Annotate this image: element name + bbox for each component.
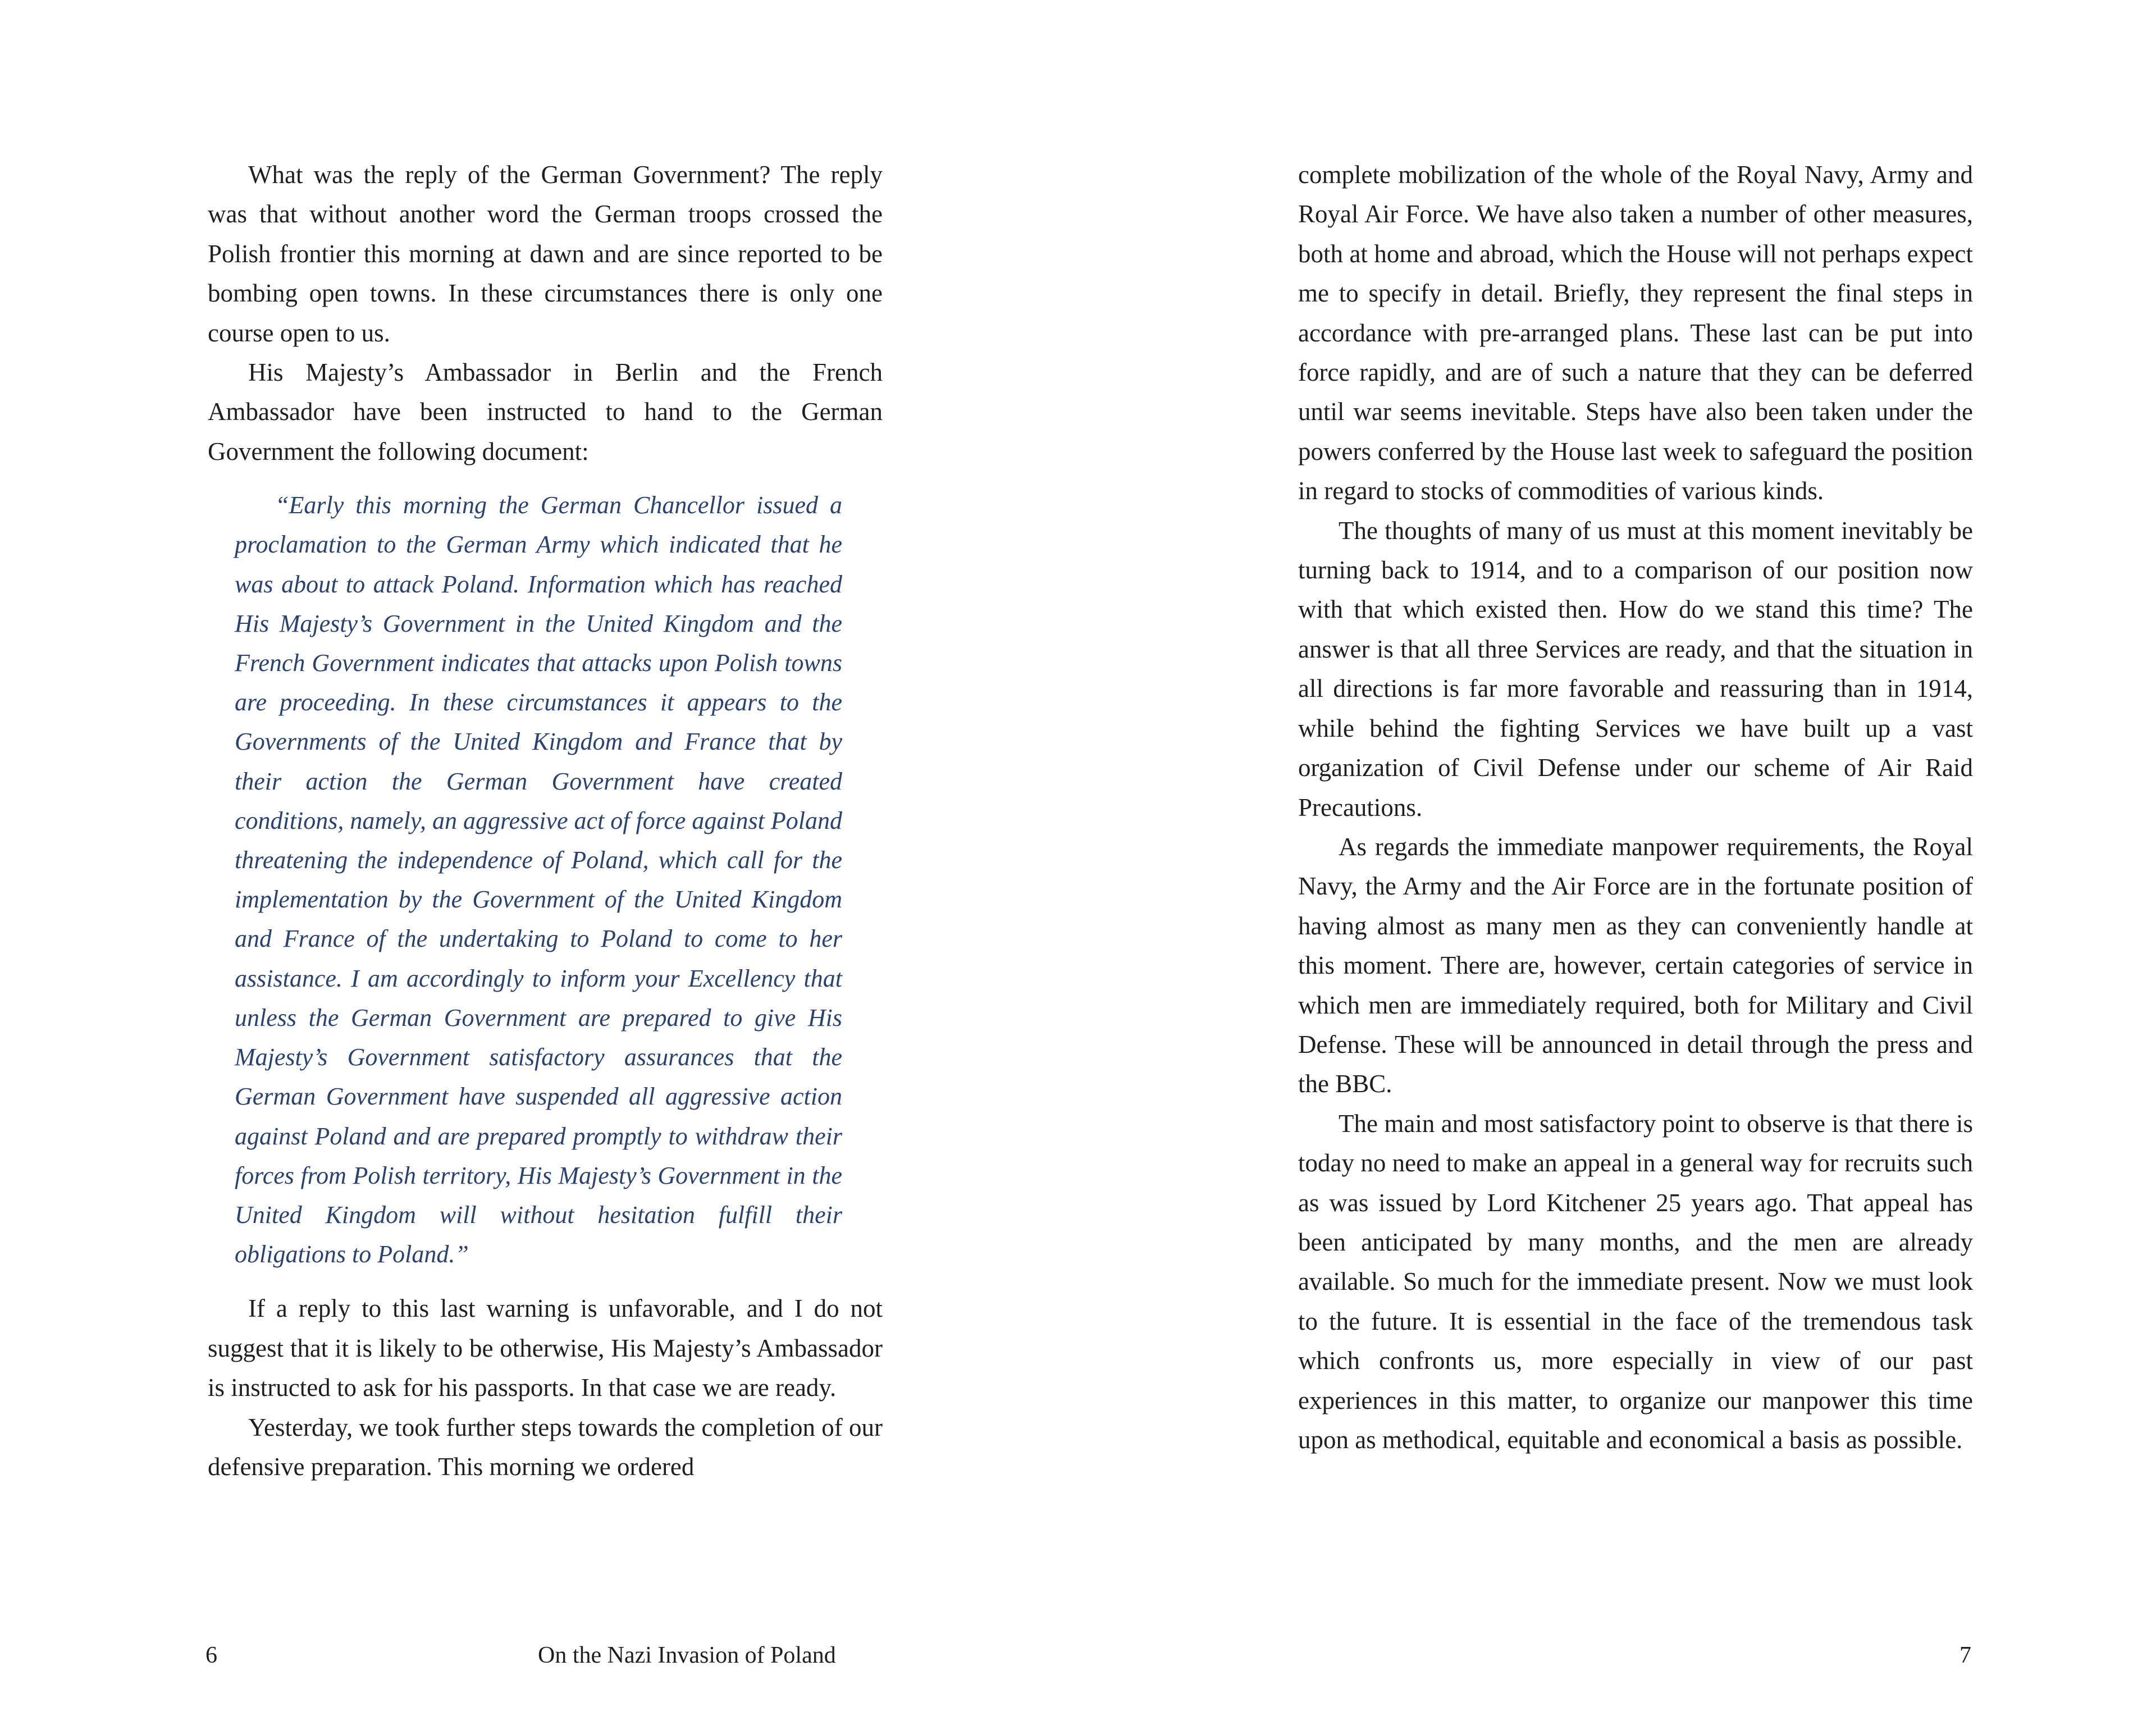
body-paragraph: If a reply to this last warning is unfavorable, and I do not suggest that it is likely to be otherwise, His Majesty’s Ambassador is instructed to ask for his passports. In that case we are ready. <box>208 1294 883 1402</box>
running-title: On the Nazi Invasion of Poland <box>538 1642 836 1668</box>
page-number-left: 6 <box>205 1642 217 1668</box>
right-page <box>1078 0 2156 1725</box>
body-paragraph: What was the reply of the German Government? The reply was that without another word the German troops crossed the Polish frontier this morning at dawn and are since reported to be bombing open towns. In these circumstances there is only one course open to us. <box>208 161 883 347</box>
body-paragraph: Yesterday, we took further steps towards the completion of our defensive preparation. This morning we ordered <box>208 1413 883 1481</box>
body-paragraph: His Majesty’s Ambassador in Berlin and the French Ambassador have been instructed to hand to the German Government the following document: <box>208 358 883 466</box>
body-paragraph: The thoughts of many of us must at this moment inevitably be turning back to 1914, and to a comparison of our position now with that which existed then. How do we stand this time? The answer is that all three Services are ready, and that the situation in all directions is far more favorable and reassuring than in 1914, while behind the fighting Services we have built up a vast organization of Civil Defense under our scheme of Air Raid Precautions. <box>1298 516 1973 822</box>
block-quote <box>235 486 842 1274</box>
body-paragraph: As regards the immediate manpower requirements, the Royal Navy, the Army and the Air Force are in the fortunate position of having almost as many men as they can conveniently handle at this moment. There are, however, certain categories of service in which men are immediately required, both for Military and Civil Defense. These will be announced in detail through the press and the BBC. <box>1298 832 1973 1098</box>
block-quote-text: “Early this morning the German Chancellor issued a proclamation to the German Army which indicated that he was about to attack Poland. Information which has reached His Majesty’s Government in the United Kingdom and the French Government indicates that attacks upon Polish towns are proceeding. In these circumstances it appears to the Governments of the United Kingdom and France that by their action the German Government have created conditions, namely, an aggressive act of force against Poland threatening the independence of Poland, which call for the implementation by the Government of the United Kingdom and France of the undertaking to Poland to come to her assistance. I am accordingly to inform your Excellency that unless the German Government are prepared to give His Majesty’s Government satisfactory assurances that the German Government have suspended all aggressive action against Poland and are prepared promptly to withdraw their forces from Polish territory, His Majesty’s Government in the United Kingdom will without hesitation fulfill their obligations to Poland.” <box>235 491 842 1268</box>
right-page-body <box>1298 155 1973 1459</box>
continued-paragraph: complete mobilization of the whole of the Royal Navy, Army and Royal Air Force. We have also taken a number of other measures, both at home and abroad, which the House will not perhaps expect me to specify in detail. Briefly, they represent the final steps in accordance with pre-arranged plans. These last can be put into force rapidly, and are of such a nature that they can be deferred until war seems inevitable. Steps have also been taken under the powers conferred by the House last week to safeguard the position in regard to stocks of commodities of various kinds. <box>1298 161 1973 505</box>
page-number-right: 7 <box>1959 1642 1971 1668</box>
body-paragraph: The main and most satisfactory point to observe is that there is today no need to make an appeal in a general way for recruits such as was issued by Lord Kitchener 25 years ago. That appeal has been anticipated by many months, and the men are already available. So much for the immediate present. Now we must look to the future. It is essential in the face of the tremendous task which confronts us, more especially in view of our past experiences in this matter, to organize our manpower this time upon as methodical, equitable and economical a basis as possible. <box>1298 1109 1973 1454</box>
left-page-body <box>208 155 883 1486</box>
